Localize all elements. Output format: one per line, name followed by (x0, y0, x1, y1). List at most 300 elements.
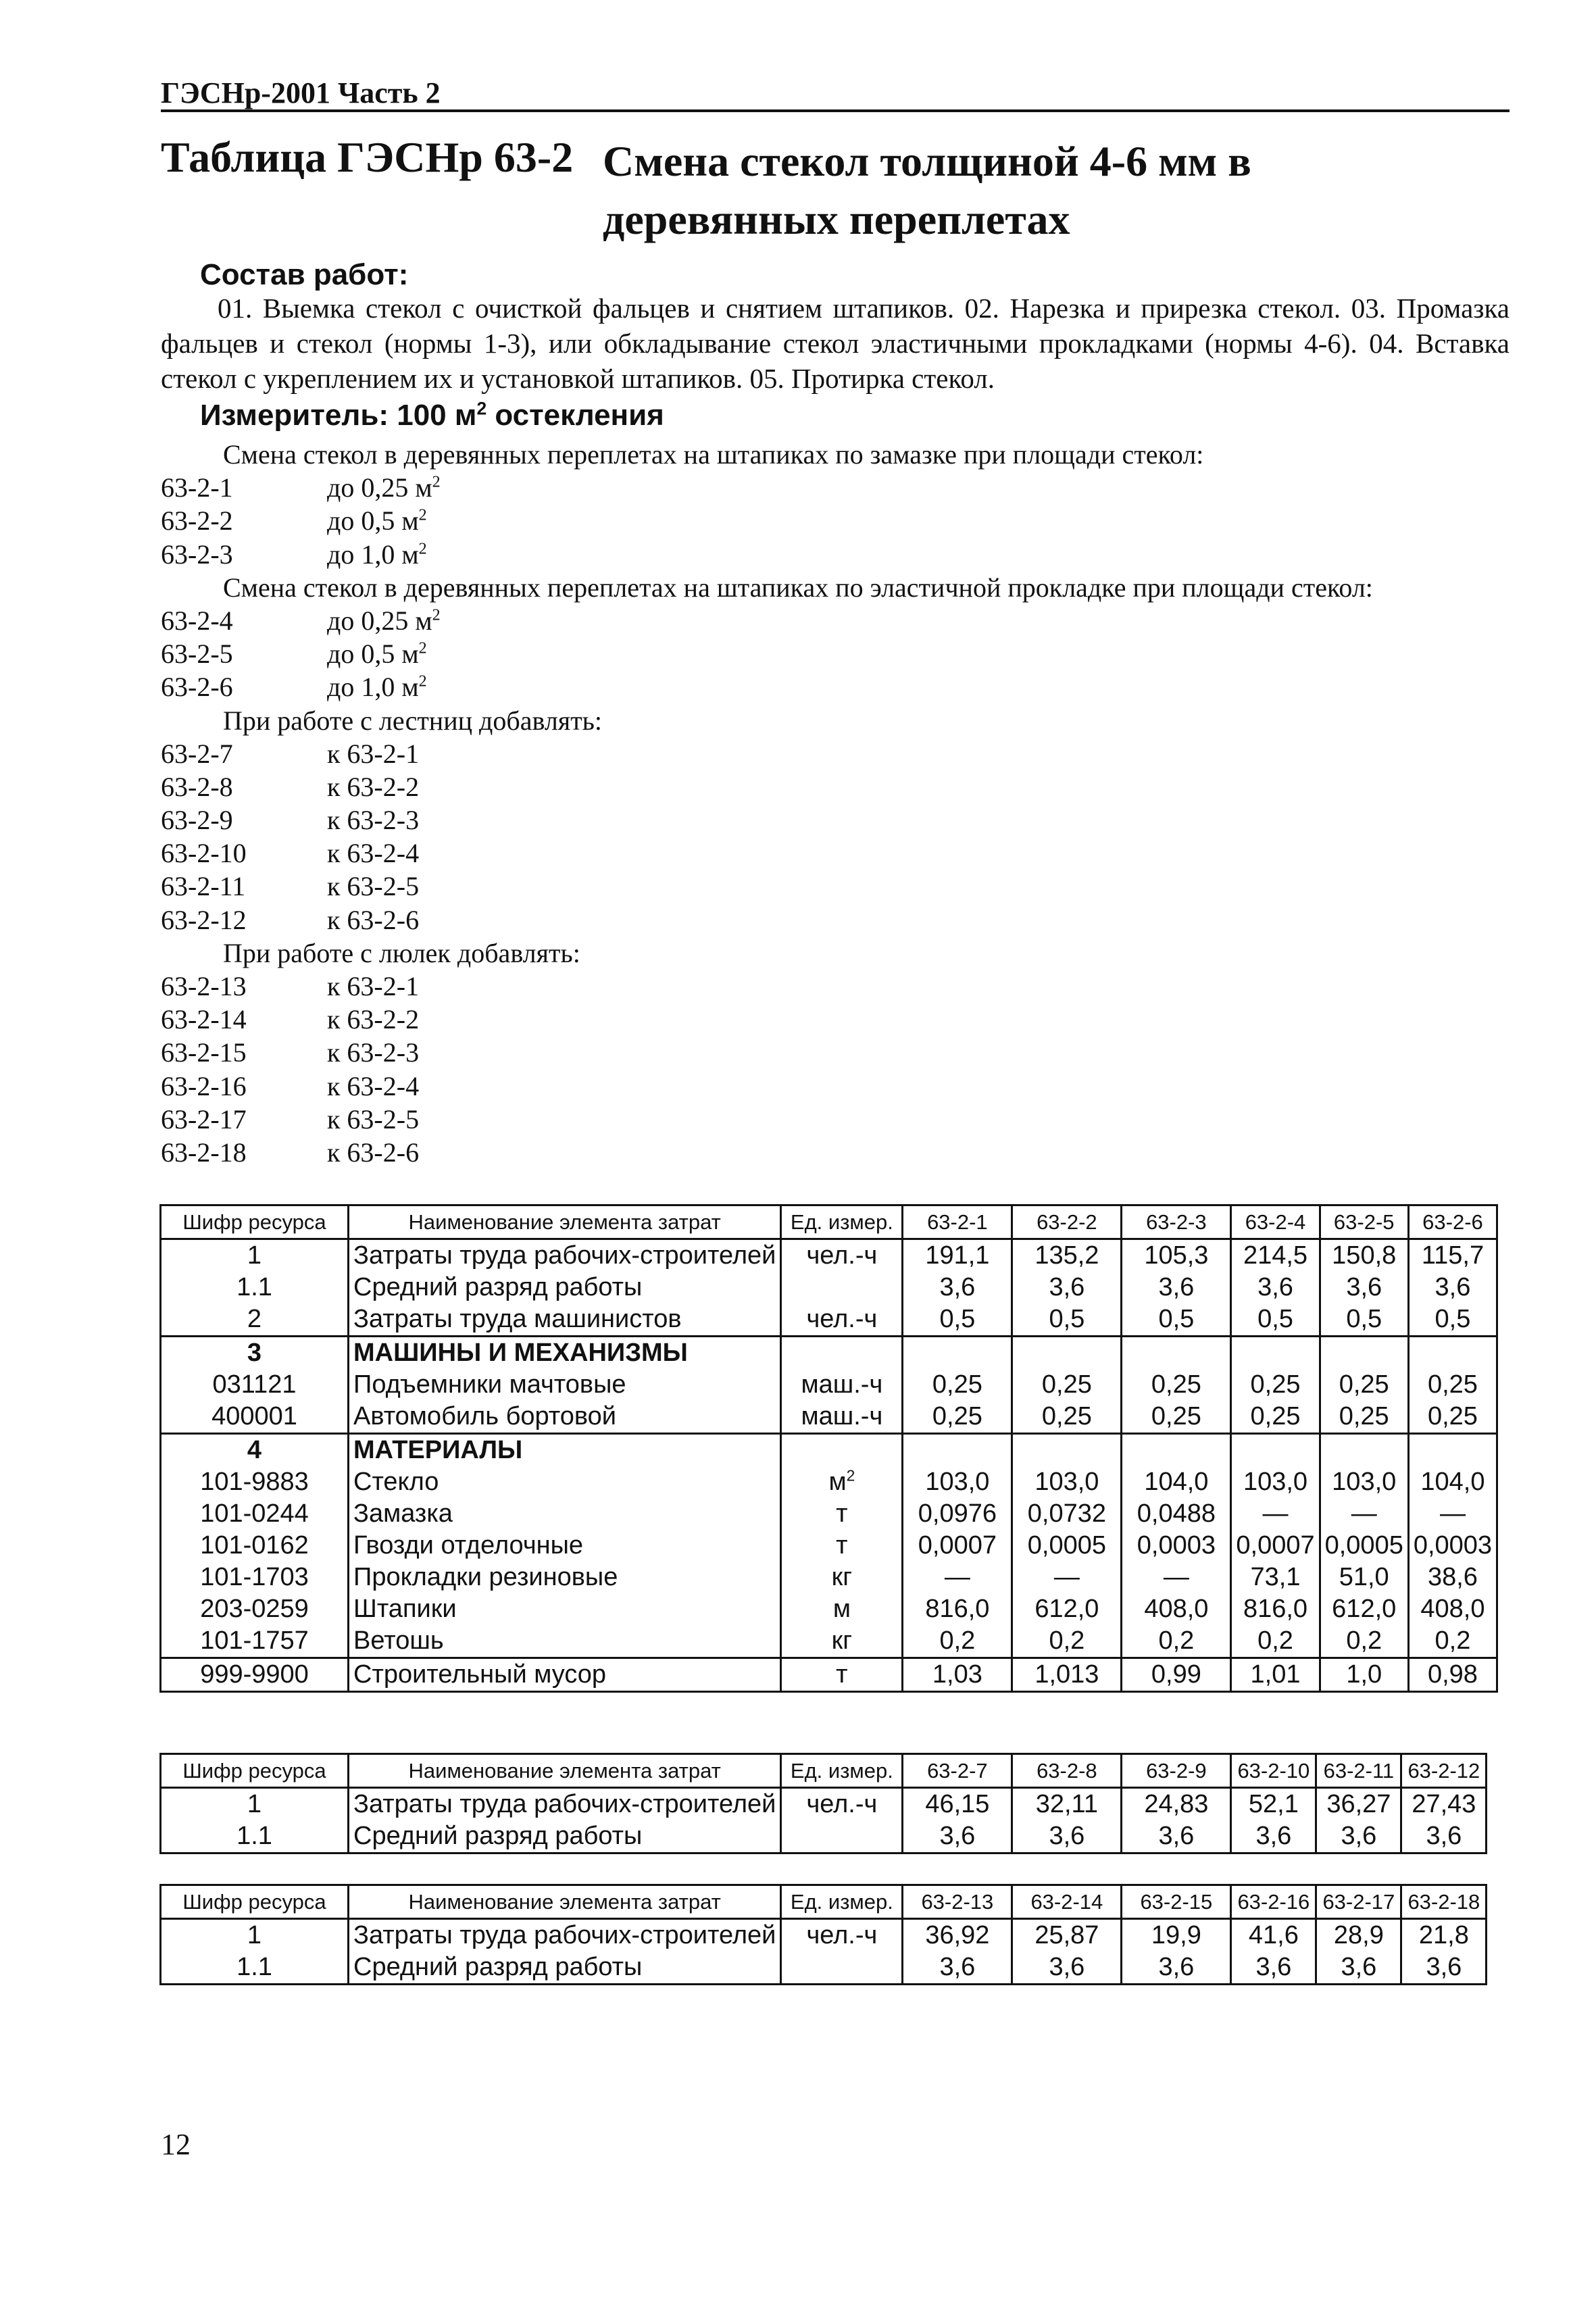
norm-group-heading (161, 438, 1510, 471)
norm-code: 63-2-4 (161, 605, 233, 636)
resource-name: Подъемники мачтовые (349, 1369, 781, 1401)
norm-item (161, 737, 1510, 770)
resource-unit-text: т (836, 1499, 848, 1528)
norm-description-sup: 2 (418, 672, 427, 691)
norm-value: 46,15 (903, 1788, 1012, 1821)
norm-item (161, 670, 1510, 703)
norm-value: 0,25 (903, 1401, 1012, 1434)
norm-value: 0,0007 (1231, 1530, 1320, 1562)
resource-unit (781, 1498, 903, 1530)
table-row (161, 1239, 1497, 1272)
norm-value: 36,92 (903, 1919, 1012, 1952)
norm-value: 0,0005 (1320, 1530, 1408, 1562)
norm-value: 1,0 (1320, 1658, 1408, 1692)
norm-code: 63-2-18 (161, 1137, 247, 1168)
norm-value: 24,83 (1122, 1788, 1231, 1821)
norm-code: 63-2-8 (161, 771, 233, 802)
resource-code: 203-0259 (161, 1593, 349, 1625)
norm-value: 3,6 (1320, 1272, 1408, 1303)
norm-value: 38,6 (1408, 1562, 1497, 1593)
norm-description-text: к 63-2-2 (327, 771, 420, 802)
norm-value: 3,6 (903, 1951, 1012, 1985)
norm-group-heading (161, 937, 1510, 970)
resource-unit-text: м (832, 1595, 851, 1623)
norm-value: 3,6 (1012, 1820, 1122, 1853)
norm-value: 27,43 (1401, 1788, 1487, 1821)
norm-value: 816,0 (1231, 1593, 1320, 1625)
norm-item (161, 1003, 1510, 1036)
resource-unit-text: т (836, 1531, 848, 1560)
norm-description (327, 471, 441, 504)
norm-value (1122, 1337, 1231, 1370)
resource-code: 101-0244 (161, 1498, 349, 1530)
norm-value: 3,6 (1122, 1820, 1231, 1853)
table-row (161, 1625, 1497, 1658)
resource-unit (781, 1434, 903, 1467)
norm-value: 3,6 (1122, 1951, 1231, 1985)
measure-suffix: остекления (487, 399, 664, 432)
composition-body: 01. Выемка стекол с очисткой фальцев и снятием штапиков. 02. Нарезка и прирезка стекол. 03. Промазка фальцев и стекол (нормы 1-3), или обкладывание стекол эластичными прокладками (нормы 4-6). 04. Вставка стекол с укреплением их и установкой штапиков. 05. Протирка стекол. (161, 293, 1510, 394)
norm-description (327, 903, 419, 937)
resource-unit-text: кг (831, 1626, 853, 1655)
norm-item (161, 471, 1510, 504)
column-header: Наименование элемента затрат (349, 1205, 781, 1239)
column-header: 63-2-4 (1231, 1205, 1320, 1239)
column-header: 63-2-2 (1012, 1205, 1122, 1239)
norm-value: 408,0 (1122, 1593, 1231, 1625)
norm-value: 214,5 (1231, 1239, 1320, 1272)
resource-unit (781, 1272, 903, 1303)
table-row (161, 1272, 1497, 1303)
norm-description (327, 538, 427, 571)
resource-name: Гвозди отделочные (349, 1530, 781, 1562)
norm-item (161, 770, 1510, 803)
column-header: 63-2-5 (1320, 1205, 1408, 1239)
resource-name: Строительный мусор (349, 1658, 781, 1692)
norm-description-sup: 2 (432, 473, 441, 491)
resource-code: 1 (161, 1919, 349, 1952)
norm-item (161, 970, 1510, 1003)
table-row (161, 1593, 1497, 1625)
norm-value: 3,6 (1122, 1272, 1231, 1303)
table-header-row (161, 1885, 1487, 1919)
column-header: 63-2-16 (1231, 1885, 1316, 1919)
norm-value (903, 1337, 1012, 1370)
resource-name: Затраты труда рабочих-строителей (349, 1239, 781, 1272)
norm-description (327, 604, 441, 637)
norm-value: 19,9 (1122, 1919, 1231, 1952)
table-row (161, 1658, 1497, 1692)
norm-code: 63-2-17 (161, 1103, 247, 1135)
norm-description-sup: 2 (418, 639, 427, 657)
resource-unit (781, 1625, 903, 1658)
norm-code: 63-2-11 (161, 871, 246, 902)
column-header: 63-2-12 (1401, 1754, 1487, 1788)
norm-value: 612,0 (1320, 1593, 1408, 1625)
norm-description-text: к 63-2-2 (327, 1004, 420, 1035)
norm-code: 63-2-3 (161, 539, 233, 570)
column-header: Шифр ресурса (161, 1754, 349, 1788)
norm-code: 63-2-15 (161, 1037, 247, 1068)
norm-value: 0,0488 (1122, 1498, 1231, 1530)
norm-description-text: до 0,5 м (327, 639, 419, 670)
resource-code: 1 (161, 1239, 349, 1272)
resource-unit (781, 1337, 903, 1370)
norm-description (327, 970, 419, 1003)
measure-unit (200, 399, 664, 432)
norm-value (1231, 1337, 1320, 1370)
norm-value: 0,0003 (1122, 1530, 1231, 1562)
norm-description-text: к 63-2-6 (327, 1137, 420, 1168)
column-header: 63-2-1 (903, 1205, 1012, 1239)
norm-value: 0,5 (1231, 1303, 1320, 1337)
norm-value (1408, 1337, 1497, 1370)
column-header: 63-2-7 (903, 1754, 1012, 1788)
norm-list (161, 438, 1510, 1169)
norm-item (161, 837, 1510, 870)
resource-unit (781, 1658, 903, 1692)
norm-value: 0,0007 (903, 1530, 1012, 1562)
resource-unit (781, 1369, 903, 1401)
column-header: Ед. измер. (781, 1205, 903, 1239)
norm-value: 0,25 (1122, 1401, 1231, 1434)
composition-label: Состав работ: (200, 258, 409, 291)
norm-value: 1,01 (1231, 1658, 1320, 1692)
norm-value: 28,9 (1316, 1919, 1401, 1952)
column-header: 63-2-10 (1231, 1754, 1316, 1788)
norm-value: 1,013 (1012, 1658, 1122, 1692)
column-header: 63-2-9 (1122, 1754, 1231, 1788)
resource-unit-sup: 2 (846, 1466, 855, 1485)
norm-value: — (1122, 1562, 1231, 1593)
norm-description (327, 1103, 419, 1136)
resource-unit-text: чел.-ч (806, 1305, 878, 1333)
resource-unit (781, 1239, 903, 1272)
norm-item (161, 1070, 1510, 1103)
norm-value: 103,0 (1231, 1466, 1320, 1498)
norm-value: 135,2 (1012, 1239, 1122, 1272)
norm-value: 408,0 (1408, 1593, 1497, 1625)
norm-description (327, 1070, 419, 1103)
norm-description-text: до 1,0 м (327, 539, 419, 570)
resource-name: Затраты труда машинистов (349, 1303, 781, 1337)
norm-value: 41,6 (1231, 1919, 1316, 1952)
norm-value: 0,5 (903, 1303, 1012, 1337)
norm-value: 103,0 (1012, 1466, 1122, 1498)
norm-value (903, 1434, 1012, 1467)
resource-name: Средний разряд работы (349, 1820, 781, 1853)
resource-unit-text: м (828, 1468, 847, 1496)
norm-code: 63-2-16 (161, 1070, 247, 1101)
resource-name: Прокладки резиновые (349, 1562, 781, 1593)
norm-value (1320, 1434, 1408, 1467)
norm-item (161, 803, 1510, 837)
column-header: 63-2-8 (1012, 1754, 1122, 1788)
norm-value (1122, 1434, 1231, 1467)
resource-unit (781, 1919, 903, 1952)
resource-code: 101-1757 (161, 1625, 349, 1658)
norm-value: 0,2 (1408, 1625, 1497, 1658)
norm-description-text: к 63-2-4 (327, 1070, 420, 1101)
norm-value: 3,6 (903, 1820, 1012, 1853)
norm-value: 0,2 (1231, 1625, 1320, 1658)
norm-value (1320, 1337, 1408, 1370)
norm-description (327, 737, 419, 770)
page-number: 12 (161, 2128, 191, 2161)
norm-value: 51,0 (1320, 1562, 1408, 1593)
norm-description (327, 837, 419, 870)
resource-unit (781, 1562, 903, 1593)
resource-name: Затраты труда рабочих-строителей (349, 1788, 781, 1821)
resource-unit-text: маш.-ч (801, 1370, 883, 1399)
norm-value: 0,25 (1408, 1401, 1497, 1434)
norm-group-heading-text: Смена стекол в деревянных переплетах на штапиках по замазке при площади стекол: (223, 439, 1204, 470)
resource-unit (781, 1530, 903, 1562)
resource-name: Затраты труда рабочих-строителей (349, 1919, 781, 1952)
norm-code: 63-2-1 (161, 472, 233, 503)
norm-value (1012, 1337, 1122, 1370)
norm-item (161, 1036, 1510, 1069)
norm-value: 0,25 (1408, 1369, 1497, 1401)
resource-unit (781, 1820, 903, 1853)
norm-description-sup: 2 (418, 540, 427, 558)
norm-value: 0,25 (903, 1369, 1012, 1401)
resource-code: 400001 (161, 1401, 349, 1434)
norm-value: 21,8 (1401, 1919, 1487, 1952)
norm-code: 63-2-12 (161, 904, 247, 935)
column-header: Шифр ресурса (161, 1885, 349, 1919)
norm-value: 150,8 (1320, 1239, 1408, 1272)
norm-group-heading-text: При работе с лестниц добавлять: (223, 705, 603, 736)
norm-value: 32,11 (1012, 1788, 1122, 1821)
norm-value: 3,6 (1316, 1951, 1401, 1985)
norm-value: 3,6 (1012, 1951, 1122, 1985)
norm-value (1012, 1434, 1122, 1467)
norm-value: 103,0 (903, 1466, 1012, 1498)
norm-value: 0,5 (1408, 1303, 1497, 1337)
norm-value (1408, 1434, 1497, 1467)
norm-value: 0,98 (1408, 1658, 1497, 1692)
norm-value: 73,1 (1231, 1562, 1320, 1593)
column-header: Ед. измер. (781, 1754, 903, 1788)
norm-code: 63-2-6 (161, 672, 233, 703)
norm-value: 3,6 (1231, 1820, 1316, 1853)
norm-description-text: к 63-2-3 (327, 1037, 420, 1068)
norm-value: 0,0976 (903, 1498, 1012, 1530)
norm-value: 0,25 (1320, 1369, 1408, 1401)
norm-description-text: к 63-2-1 (327, 971, 420, 1001)
column-header: 63-2-11 (1316, 1754, 1401, 1788)
resource-code: 1.1 (161, 1820, 349, 1853)
composition-text (161, 291, 1510, 396)
resource-unit-text: т (836, 1660, 848, 1689)
table-header-row (161, 1754, 1487, 1788)
resource-unit (781, 1466, 903, 1498)
norm-code: 63-2-5 (161, 639, 233, 670)
norm-value: 0,25 (1012, 1369, 1122, 1401)
norm-item (161, 870, 1510, 903)
norm-description (327, 870, 419, 903)
norm-value: 0,25 (1122, 1369, 1231, 1401)
norm-value: 115,7 (1408, 1239, 1497, 1272)
resource-unit (781, 1788, 903, 1821)
resource-code: 101-9883 (161, 1466, 349, 1498)
norm-value: 0,2 (1012, 1625, 1122, 1658)
norm-value: 3,6 (1401, 1951, 1487, 1985)
norm-code: 63-2-10 (161, 838, 247, 869)
resource-table (159, 1204, 1498, 1693)
norm-value: 0,0732 (1012, 1498, 1122, 1530)
norm-value: 0,5 (1012, 1303, 1122, 1337)
resource-code: 4 (161, 1434, 349, 1467)
table-subtitle: Смена стекол толщиной 4-6 мм в деревянных переплетах (603, 137, 1251, 243)
column-header: 63-2-17 (1316, 1885, 1401, 1919)
column-header: Шифр ресурса (161, 1205, 349, 1239)
resource-table (159, 1753, 1487, 1854)
norm-value: 36,27 (1316, 1788, 1401, 1821)
resource-name: Замазка (349, 1498, 781, 1530)
norm-value: 0,2 (1320, 1625, 1408, 1658)
norm-value: 3,6 (1408, 1272, 1497, 1303)
resource-code: 101-1703 (161, 1562, 349, 1593)
norm-description (327, 670, 427, 703)
table-row (161, 1788, 1487, 1821)
norm-description (327, 1036, 419, 1069)
norm-description (327, 637, 427, 670)
norm-item (161, 637, 1510, 670)
norm-description (327, 1003, 419, 1036)
norm-value: 0,25 (1231, 1369, 1320, 1401)
norm-value: 0,0003 (1408, 1530, 1497, 1562)
resource-name: МАШИНЫ И МЕХАНИЗМЫ (349, 1337, 781, 1370)
norm-value: 0,2 (903, 1625, 1012, 1658)
norm-item (161, 1103, 1510, 1136)
norm-value: 816,0 (903, 1593, 1012, 1625)
table-row (161, 1820, 1487, 1853)
norm-value: 3,6 (1401, 1820, 1487, 1853)
norm-value: 0,25 (1012, 1401, 1122, 1434)
norm-value: 52,1 (1231, 1788, 1316, 1821)
norm-value (1231, 1434, 1320, 1467)
norm-description-text: к 63-2-6 (327, 904, 420, 935)
norm-value: 103,0 (1320, 1466, 1408, 1498)
norm-value: 0,25 (1320, 1401, 1408, 1434)
column-header: 63-2-6 (1408, 1205, 1497, 1239)
norm-description-text: до 0,25 м (327, 605, 432, 636)
resource-name: Стекло (349, 1466, 781, 1498)
resource-unit (781, 1303, 903, 1337)
norm-description-text: к 63-2-5 (327, 1103, 420, 1135)
resource-code: 3 (161, 1337, 349, 1370)
norm-code: 63-2-13 (161, 971, 247, 1001)
norm-group-heading-text: Смена стекол в деревянных переплетах на штапиках по эластичной прокладке при площади стекол: (223, 572, 1373, 603)
norm-item (161, 504, 1510, 537)
table-row (161, 1562, 1497, 1593)
table-row (161, 1369, 1497, 1401)
resource-name: МАТЕРИАЛЫ (349, 1434, 781, 1467)
table-row (161, 1919, 1487, 1952)
norm-code: 63-2-2 (161, 505, 233, 537)
norm-description-sup: 2 (418, 507, 427, 525)
resource-name: Ветошь (349, 1625, 781, 1658)
running-header: ГЭСНр-2001 Часть 2 (161, 76, 441, 109)
norm-value: 0,99 (1122, 1658, 1231, 1692)
table-row (161, 1530, 1497, 1562)
norm-value: 104,0 (1122, 1466, 1231, 1498)
resource-unit-text: чел.-ч (806, 1790, 878, 1818)
norm-value: 3,6 (1231, 1272, 1320, 1303)
norm-value: — (1408, 1498, 1497, 1530)
norm-description-sup: 2 (432, 606, 441, 624)
resource-code: 2 (161, 1303, 349, 1337)
resource-name: Средний разряд работы (349, 1951, 781, 1985)
norm-description-text: до 0,25 м (327, 472, 432, 503)
column-header: 63-2-14 (1012, 1885, 1122, 1919)
resource-unit-text: чел.-ч (806, 1921, 878, 1949)
resource-code: 1.1 (161, 1272, 349, 1303)
norm-value: 0,5 (1122, 1303, 1231, 1337)
column-header: 63-2-18 (1401, 1885, 1487, 1919)
norm-description-text: до 0,5 м (327, 505, 419, 537)
norm-value: 3,6 (1231, 1951, 1316, 1985)
column-header: Наименование элемента затрат (349, 1754, 781, 1788)
norm-group-heading-text: При работе с люлек добавлять: (223, 937, 580, 968)
resource-code: 999-9900 (161, 1658, 349, 1692)
resource-unit-text: кг (831, 1563, 853, 1591)
norm-description-text: к 63-2-1 (327, 738, 420, 769)
norm-value: 3,6 (1012, 1272, 1122, 1303)
column-header: 63-2-13 (903, 1885, 1012, 1919)
norm-code: 63-2-7 (161, 738, 233, 769)
norm-value: 0,25 (1231, 1401, 1320, 1434)
measure-sup: 2 (476, 398, 487, 419)
header-rule (161, 109, 1510, 112)
table-row (161, 1303, 1497, 1337)
column-header: Наименование элемента затрат (349, 1885, 781, 1919)
norm-description (327, 1136, 419, 1169)
resource-unit (781, 1401, 903, 1434)
table-row (161, 1498, 1497, 1530)
resource-unit-text: чел.-ч (806, 1241, 878, 1270)
table-header-row (161, 1205, 1497, 1239)
norm-description (327, 770, 419, 803)
resource-name: Штапики (349, 1593, 781, 1625)
norm-value: 1,03 (903, 1658, 1012, 1692)
resource-table (159, 1884, 1487, 1985)
table-row (161, 1466, 1497, 1498)
norm-value: 25,87 (1012, 1919, 1122, 1952)
resource-code: 1 (161, 1788, 349, 1821)
norm-code: 63-2-14 (161, 1004, 247, 1035)
measure-prefix: Измеритель: 100 м (200, 399, 477, 432)
norm-value: 3,6 (1316, 1820, 1401, 1853)
norm-description (327, 803, 419, 837)
table-row (161, 1434, 1497, 1467)
resource-unit (781, 1593, 903, 1625)
table-row (161, 1951, 1487, 1985)
resource-unit-text: маш.-ч (801, 1402, 883, 1430)
norm-value: — (1320, 1498, 1408, 1530)
norm-item (161, 604, 1510, 637)
column-header: Ед. измер. (781, 1885, 903, 1919)
table-row (161, 1401, 1497, 1434)
norm-description-text: к 63-2-5 (327, 871, 420, 902)
resource-code: 1.1 (161, 1951, 349, 1985)
norm-group-heading (161, 704, 1510, 737)
norm-value: 105,3 (1122, 1239, 1231, 1272)
norm-value: 3,6 (903, 1272, 1012, 1303)
norm-value: — (1231, 1498, 1320, 1530)
